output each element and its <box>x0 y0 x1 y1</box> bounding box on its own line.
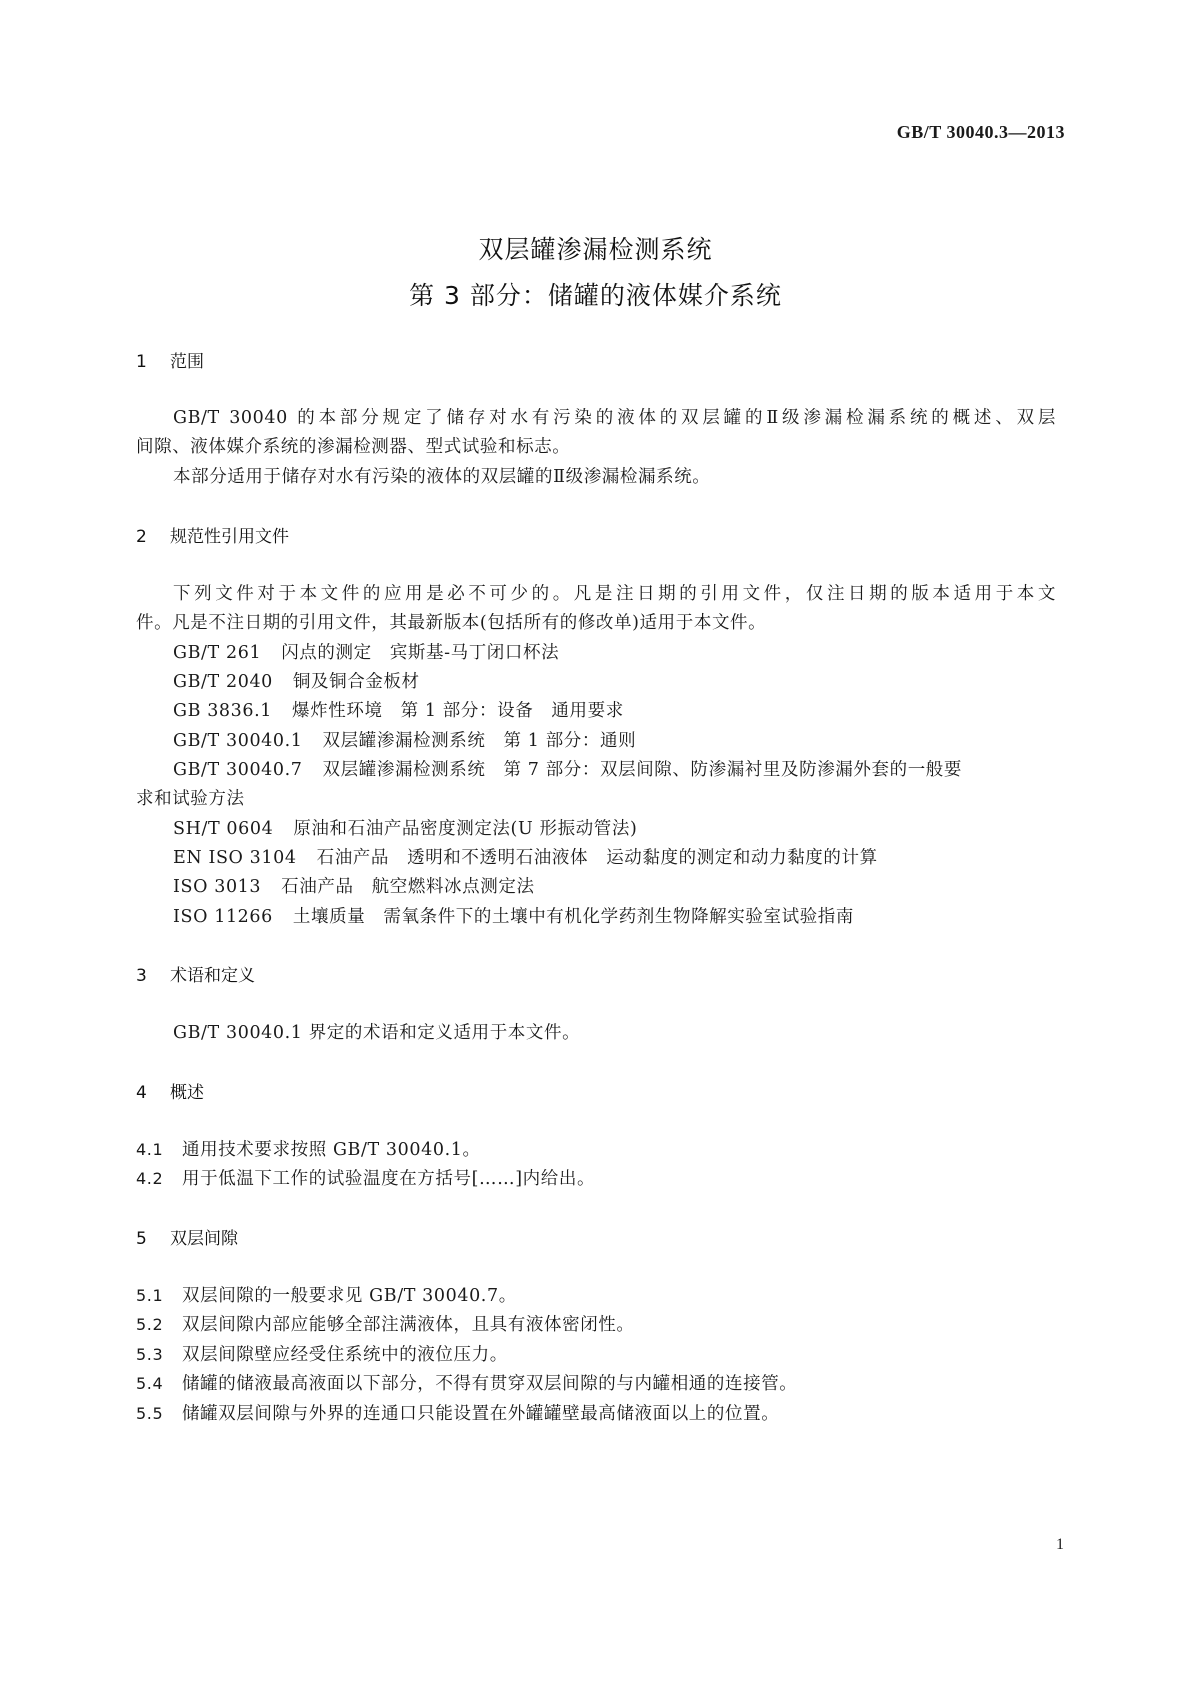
document-subtitle: 第 3 部分：储罐的液体媒介系统 <box>409 281 782 310</box>
reference-item: GB/T 30040.7 双层罐渗漏检测系统 第 7 部分：双层间隙、防渗漏衬里及防渗漏外套的一般要 <box>173 760 963 780</box>
reference-item: GB/T 2040 铜及铜合金板材 <box>173 672 420 692</box>
clause: 5.4 储罐的储液最高液面以下部分，不得有贯穿双层间隙的与内罐相通的连接管。 <box>136 1374 798 1394</box>
reference-item: EN ISO 3104 石油产品 透明和不透明石油液体 运动黏度的测定和动力黏度的计算 <box>173 848 878 868</box>
paragraph-line: GB/T 30040 的本部分规定了储存对水有污染的液体的双层罐的Ⅱ级渗漏检漏系统的概述、双层 <box>173 408 1056 428</box>
paragraph-line: 下列文件对于本文件的应用是必不可少的。凡是注日期的引用文件，仅注日期的版本适用于本文 <box>173 584 1056 604</box>
clause: 4.2 用于低温下工作的试验温度在方括号[……]内给出。 <box>136 1169 596 1189</box>
document-title: 双层罐渗漏检测系统 <box>478 235 713 264</box>
standard-number: GB/T 30040.3—2013 <box>896 122 1065 142</box>
paragraph: GB/T 30040.1 界定的术语和定义适用于本文件。 <box>173 1023 581 1043</box>
clause: 5.3 双层间隙壁应经受住系统中的液位压力。 <box>136 1345 508 1365</box>
section-heading-general: 4 概述 <box>136 1083 204 1103</box>
section-heading-terms: 3 术语和定义 <box>136 966 255 986</box>
reference-item: GB/T 261 闪点的测定 宾斯基-马丁闭口杯法 <box>173 643 560 663</box>
reference-item: GB 3836.1 爆炸性环境 第 1 部分：设备 通用要求 <box>173 701 624 721</box>
clause: 5.1 双层间隙的一般要求见 GB/T 30040.7。 <box>136 1286 517 1306</box>
reference-item: ISO 11266 土壤质量 需氧条件下的土壤中有机化学药剂生物降解实验室试验指南 <box>173 907 854 927</box>
clause: 5.5 储罐双层间隙与外界的连通口只能设置在外罐罐壁最高储液面以上的位置。 <box>136 1404 780 1424</box>
paragraph: 本部分适用于储存对水有污染的液体的双层罐的Ⅱ级渗漏检漏系统。 <box>173 467 711 487</box>
clause: 4.1 通用技术要求按照 GB/T 30040.1。 <box>136 1140 481 1160</box>
page-number: 1 <box>1056 1536 1064 1553</box>
clause: 5.2 双层间隙内部应能够全部注满液体，且具有液体密闭性。 <box>136 1315 635 1335</box>
paragraph-line: 间隙、液体媒介系统的渗漏检测器、型式试验和标志。 <box>136 437 571 457</box>
reference-item: ISO 3013 石油产品 航空燃料冰点测定法 <box>173 877 535 897</box>
paragraph-line: 件。凡是不注日期的引用文件，其最新版本(包括所有的修改单)适用于本文件。 <box>136 613 767 633</box>
reference-item-continuation: 求和试验方法 <box>136 789 245 809</box>
reference-item: GB/T 30040.1 双层罐渗漏检测系统 第 1 部分：通则 <box>173 731 637 751</box>
section-heading-scope: 1 范围 <box>136 352 204 372</box>
section-heading-interstitial-space: 5 双层间隙 <box>136 1229 238 1249</box>
section-heading-normative-references: 2 规范性引用文件 <box>136 527 289 547</box>
reference-item: SH/T 0604 原油和石油产品密度测定法(U 形振动管法) <box>173 819 638 839</box>
